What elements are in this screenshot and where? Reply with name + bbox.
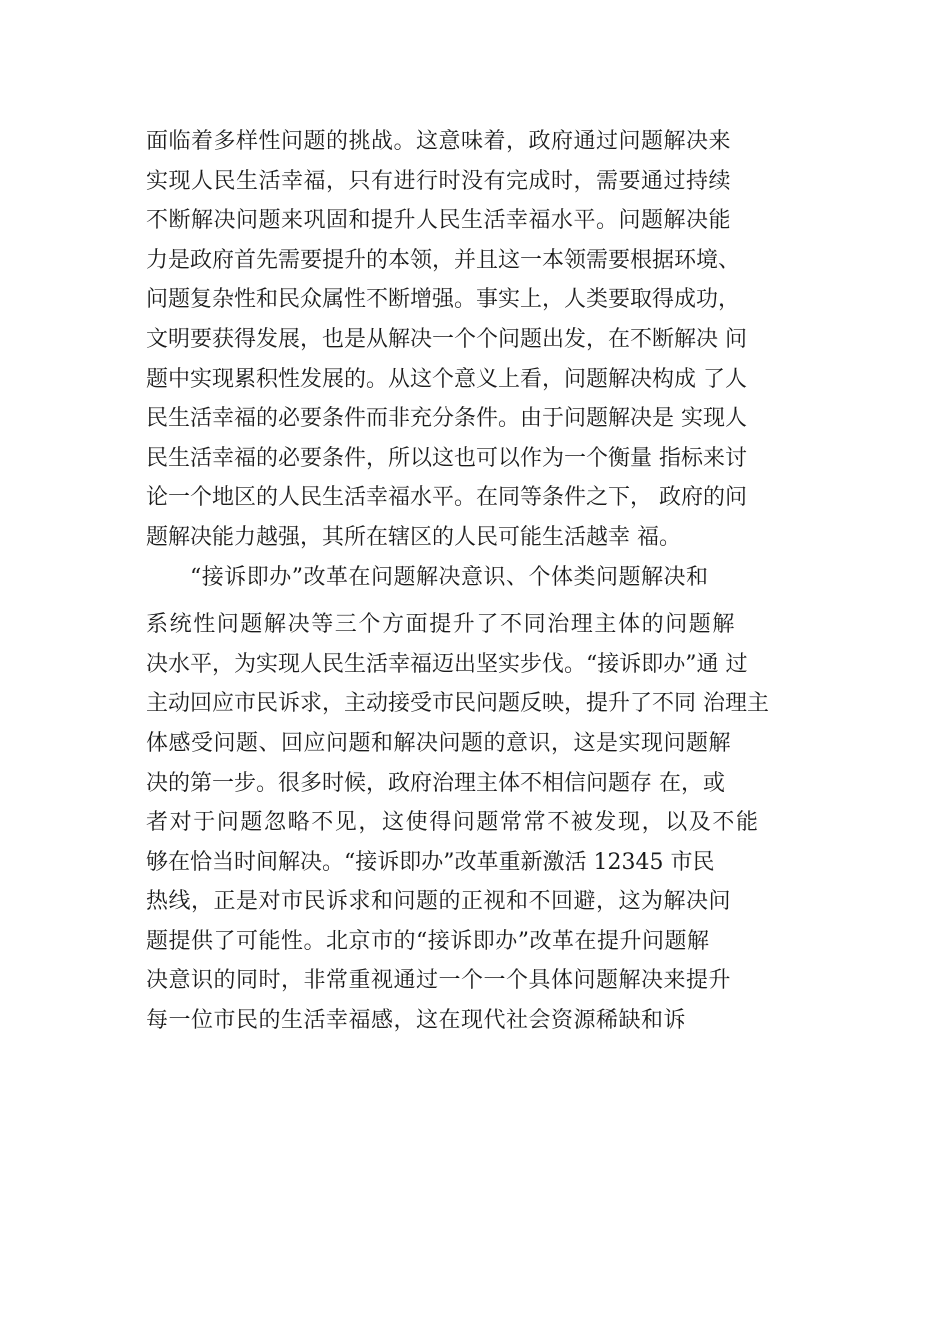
text-line: 民生活幸福的必要条件，所以这也可以作为一个衡量 指标来讨 <box>146 445 747 471</box>
text-line: 题中实现累积性发展的。从这个意义上看，问题解决构成 了人 <box>146 366 747 392</box>
text-line: 题解决能力越强，其所在辖区的人民可能生活越幸 福。 <box>146 524 681 550</box>
text-line: 文明要获得发展，也是从解决一个个问题出发，在不断解决 问 <box>146 326 747 352</box>
text-line: 决水平，为实现人民生活幸福迈出坚实步伐。“接诉即办”通 过 <box>146 651 748 677</box>
text-line: 够在恰当时间解决。“接诉即办”改革重新激活 12345 市民 <box>146 849 715 875</box>
text-line: 面临着多样性问题的挑战。这意味着，政府通过问题解决来 <box>146 129 732 154</box>
text-line: 热线，正是对市民诉求和问题的正视和不回避，这为解决问 <box>146 889 732 915</box>
text-line: 每一位市民的生活幸福感，这在现代社会资源稀缺和诉 <box>146 1008 687 1034</box>
text-line: “接诉即办”改革在问题解决意识、个体类问题解决和 <box>190 564 709 590</box>
text-line: 决的第一步。很多时候，政府治理主体不相信问题存 在，或 <box>146 770 725 796</box>
text-line: 民生活幸福的必要条件而非充分条件。由于问题解决是 实现人 <box>146 406 747 432</box>
line-gap <box>146 597 826 605</box>
text-line: 者对于问题忽略不见，这使得问题常常不被发现，以及不能 <box>146 810 760 836</box>
text-line: 论一个地区的人民生活幸福水平。在同等条件之下， 政府的问 <box>146 485 747 511</box>
text-line: 问题复杂性和民众属性不断增强。事实上，人类要取得成功， <box>146 287 741 313</box>
text-line: 体感受问题、回应问题和解决问题的意识，这是实现问题解 <box>146 730 732 756</box>
text-line: 主动回应市民诉求，主动接受市民问题反映，提升了不同 治理主 <box>146 691 769 717</box>
text-line: 不断解决问题来巩固和提升人民生活幸福水平。问题解决能 <box>146 208 732 234</box>
body-text <box>146 122 826 1041</box>
text-line: 题提供了可能性。北京市的“接诉即办”改革在提升问题解 <box>146 928 710 954</box>
text-line: 实现人民生活幸福，只有进行时没有完成时，需要通过持续 <box>146 168 732 194</box>
text-line: 力是政府首先需要提升的本领，并且这一本领需要根据环境、 <box>146 247 741 273</box>
text-line: 系统性问题解决等三个方面提升了不同治理主体的问题解 <box>146 612 737 638</box>
text-line: 决意识的同时，非常重视通过一个一个具体问题解决来提升 <box>146 968 732 994</box>
